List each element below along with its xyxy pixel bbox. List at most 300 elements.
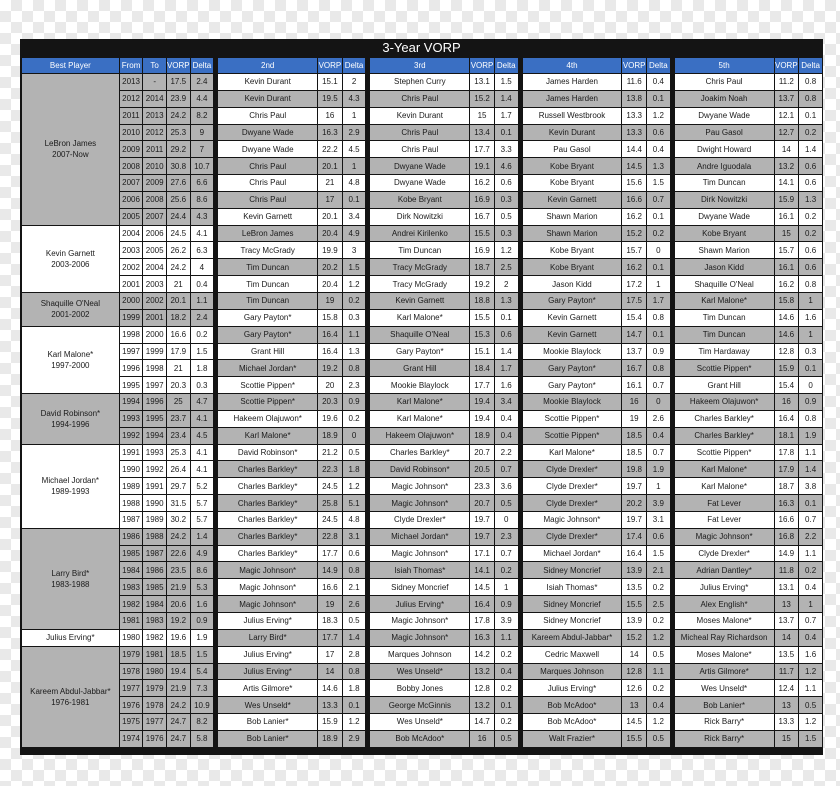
third-delta-cell: 2: [495, 276, 518, 292]
vorp-value-cell: 24.2: [167, 529, 190, 545]
third-delta-cell: 0.1: [495, 310, 518, 326]
fourth-delta-cell: 1.7: [647, 293, 670, 309]
table-row: [22, 630, 822, 646]
third-player-cell: Wes Unseld*: [370, 714, 469, 730]
column-gap: [214, 714, 217, 730]
fourth-delta-cell: 0.7: [647, 377, 670, 393]
fifth-delta-cell: 1: [799, 293, 822, 309]
second-delta-cell: 2.9: [343, 731, 366, 747]
third-delta-cell: 0.3: [495, 226, 518, 242]
to-year-cell: 2010: [143, 158, 166, 174]
fourth-vorp-cell: 19: [622, 411, 646, 427]
fifth-vorp-cell: 13: [775, 596, 799, 612]
fourth-delta-cell: 3.9: [647, 495, 670, 511]
third-vorp-cell: 18.7: [470, 259, 494, 275]
fourth-delta-cell: 0: [647, 242, 670, 258]
to-year-cell: 1993: [143, 445, 166, 461]
from-year-cell: 2003: [120, 242, 143, 258]
column-gap: [214, 293, 217, 309]
fourth-player-cell: Kevin Garnett: [523, 327, 622, 343]
second-player-cell: Karl Malone*: [218, 428, 317, 444]
fourth-delta-cell: 1.9: [647, 461, 670, 477]
column-gap: [671, 731, 674, 747]
third-player-cell: David Robinson*: [370, 461, 469, 477]
second-player-cell: Julius Erving*: [218, 613, 317, 629]
second-vorp-cell: 15.1: [318, 74, 342, 90]
second-delta-cell: 1.2: [343, 276, 366, 292]
fourth-player-cell: Bob McAdoo*: [523, 714, 622, 730]
fifth-vorp-cell: 12.7: [775, 125, 799, 141]
table-row: [22, 276, 822, 292]
fourth-vorp-cell: 13: [622, 697, 646, 713]
column-gap: [671, 276, 674, 292]
fifth-vorp-cell: 16.2: [775, 276, 799, 292]
column-gap: [519, 461, 522, 477]
second-vorp-cell: 14: [318, 664, 342, 680]
vorp-value-cell: 23.4: [167, 428, 190, 444]
third-player-cell: Marques Johnson: [370, 647, 469, 663]
fifth-player-cell: Moses Malone*: [675, 647, 774, 663]
fourth-vorp-cell: 19.8: [622, 461, 646, 477]
fourth-vorp-cell: 13.9: [622, 562, 646, 578]
fourth-player-cell: Clyde Drexler*: [523, 461, 622, 477]
header-row: [22, 58, 822, 73]
delta-value-cell: 1.9: [191, 630, 214, 646]
second-vorp-cell: 14.6: [318, 680, 342, 696]
fifth-vorp-cell: 15.9: [775, 360, 799, 376]
third-player-cell: Sidney Moncrief: [370, 579, 469, 595]
table-row: [22, 512, 822, 528]
column-gap: [366, 461, 369, 477]
fourth-delta-cell: 1.2: [647, 714, 670, 730]
to-year-cell: 2012: [143, 125, 166, 141]
from-year-cell: 2009: [120, 141, 143, 157]
delta-value-cell: 10.9: [191, 697, 214, 713]
to-year-cell: 1998: [143, 360, 166, 376]
fourth-vorp-cell: 16.7: [622, 360, 646, 376]
fifth-delta-cell: 0.5: [799, 697, 822, 713]
column-gap: [366, 58, 369, 73]
from-year-cell: 1993: [120, 411, 143, 427]
fourth-delta-cell: 1.2: [647, 630, 670, 646]
second-vorp-cell: 15.8: [318, 310, 342, 326]
fourth-player-cell: Kevin Garnett: [523, 310, 622, 326]
column-gap: [519, 276, 522, 292]
to-year-cell: 2013: [143, 108, 166, 124]
table-row: [22, 731, 822, 747]
from-year-cell: 2013: [120, 74, 143, 90]
delta-value-cell: 5.3: [191, 579, 214, 595]
vorp-value-cell: 24.7: [167, 731, 190, 747]
third-delta-cell: 1.6: [495, 377, 518, 393]
column-gap: [214, 141, 217, 157]
column-gap: [519, 428, 522, 444]
second-vorp-cell: 19.6: [318, 411, 342, 427]
fifth-delta-cell: 0: [799, 377, 822, 393]
column-gap: [671, 495, 674, 511]
fourth-delta-cell: 0.4: [647, 428, 670, 444]
third-delta-cell: 0.4: [495, 664, 518, 680]
column-gap: [214, 428, 217, 444]
col-header-from: From: [120, 58, 143, 73]
third-delta-cell: 0.2: [495, 647, 518, 663]
fifth-delta-cell: 1.5: [799, 731, 822, 747]
column-gap: [671, 579, 674, 595]
third-vorp-cell: 14.7: [470, 714, 494, 730]
delta-value-cell: 4.1: [191, 445, 214, 461]
column-gap: [519, 158, 522, 174]
column-gap: [366, 242, 369, 258]
column-gap: [366, 680, 369, 696]
second-vorp-cell: 24.5: [318, 512, 342, 528]
column-gap: [519, 630, 522, 646]
column-gap: [214, 226, 217, 242]
fourth-vorp-cell: 13.7: [622, 344, 646, 360]
table-row: [22, 495, 822, 511]
second-player-cell: Dwyane Wade: [218, 141, 317, 157]
second-vorp-cell: 22.8: [318, 529, 342, 545]
second-vorp-cell: 19.2: [318, 360, 342, 376]
column-gap: [366, 377, 369, 393]
fifth-vorp-cell: 16.1: [775, 259, 799, 275]
to-year-cell: 2006: [143, 226, 166, 242]
delta-value-cell: 5.4: [191, 664, 214, 680]
fifth-delta-cell: 0.6: [799, 259, 822, 275]
second-delta-cell: 2: [343, 74, 366, 90]
third-vorp-cell: 19.4: [470, 411, 494, 427]
delta-value-cell: 1.5: [191, 647, 214, 663]
fifth-player-cell: Joakim Noah: [675, 91, 774, 107]
table-row: [22, 192, 822, 208]
column-gap: [519, 478, 522, 494]
fourth-delta-cell: 0.4: [647, 74, 670, 90]
to-year-cell: 2014: [143, 91, 166, 107]
column-gap: [214, 259, 217, 275]
delta-value-cell: 4.1: [191, 226, 214, 242]
column-gap: [366, 495, 369, 511]
column-gap: [214, 579, 217, 595]
fourth-delta-cell: 2.5: [647, 596, 670, 612]
second-player-cell: Charles Barkley*: [218, 461, 317, 477]
second-player-cell: Gary Payton*: [218, 310, 317, 326]
third-player-cell: Chris Paul: [370, 141, 469, 157]
second-delta-cell: 0.5: [343, 613, 366, 629]
column-gap: [214, 209, 217, 225]
best-player-cell: Shaquille O'Neal 2001-2002: [22, 293, 119, 326]
second-vorp-cell: 20.4: [318, 226, 342, 242]
from-year-cell: 1981: [120, 613, 143, 629]
fourth-vorp-cell: 16.1: [622, 377, 646, 393]
column-gap: [519, 344, 522, 360]
to-year-cell: 1985: [143, 579, 166, 595]
fifth-delta-cell: 1.9: [799, 428, 822, 444]
fourth-vorp-cell: 15.6: [622, 175, 646, 191]
from-year-cell: 2012: [120, 91, 143, 107]
second-vorp-cell: 20.2: [318, 259, 342, 275]
third-player-cell: Dwyane Wade: [370, 175, 469, 191]
vorp-value-cell: 25.3: [167, 125, 190, 141]
fourth-delta-cell: 0.5: [647, 647, 670, 663]
best-player-cell: Julius Erving*: [22, 630, 119, 646]
third-vorp-cell: 19.2: [470, 276, 494, 292]
column-gap: [214, 394, 217, 410]
third-player-cell: Chris Paul: [370, 125, 469, 141]
to-year-cell: 2001: [143, 310, 166, 326]
column-gap: [671, 175, 674, 191]
fourth-vorp-cell: 17.5: [622, 293, 646, 309]
column-gap: [519, 529, 522, 545]
fourth-vorp-cell: 15.5: [622, 596, 646, 612]
second-delta-cell: 0.2: [343, 293, 366, 309]
fourth-vorp-cell: 13.9: [622, 613, 646, 629]
table-row: [22, 74, 822, 90]
third-player-cell: Michael Jordan*: [370, 529, 469, 545]
column-gap: [671, 664, 674, 680]
fourth-delta-cell: 0.1: [647, 327, 670, 343]
table-row: [22, 647, 822, 663]
best-player-cell: Kevin Garnett 2003-2006: [22, 226, 119, 292]
col-header-2nd: 2nd: [218, 58, 317, 73]
column-gap: [366, 310, 369, 326]
fifth-delta-cell: 0.7: [799, 613, 822, 629]
to-year-cell: 2004: [143, 259, 166, 275]
column-gap: [671, 91, 674, 107]
fifth-player-cell: Jason Kidd: [675, 259, 774, 275]
from-year-cell: 1998: [120, 327, 143, 343]
fifth-player-cell: Andre Iguodala: [675, 158, 774, 174]
fourth-player-cell: Jason Kidd: [523, 276, 622, 292]
third-vorp-cell: 15.3: [470, 327, 494, 343]
delta-value-cell: 6.6: [191, 175, 214, 191]
third-vorp-cell: 13.2: [470, 697, 494, 713]
vorp-value-cell: 17.9: [167, 344, 190, 360]
column-gap: [366, 259, 369, 275]
fifth-player-cell: Tim Duncan: [675, 310, 774, 326]
second-delta-cell: 1.2: [343, 478, 366, 494]
fourth-vorp-cell: 16.4: [622, 546, 646, 562]
third-player-cell: Chris Paul: [370, 91, 469, 107]
third-vorp-cell: 15.5: [470, 310, 494, 326]
column-gap: [214, 158, 217, 174]
fourth-player-cell: Shawn Marion: [523, 226, 622, 242]
table-row: [22, 546, 822, 562]
col-header-best-player: Best Player: [22, 58, 119, 73]
column-gap: [671, 377, 674, 393]
fifth-player-cell: Fat Lever: [675, 512, 774, 528]
table-row: [22, 714, 822, 730]
vorp-value-cell: 19.4: [167, 664, 190, 680]
vorp-value-cell: 16.6: [167, 327, 190, 343]
delta-value-cell: 5.8: [191, 731, 214, 747]
third-vorp-cell: 16.7: [470, 209, 494, 225]
fifth-vorp-cell: 12.4: [775, 680, 799, 696]
fifth-vorp-cell: 14.1: [775, 175, 799, 191]
column-gap: [214, 58, 217, 73]
from-year-cell: 1974: [120, 731, 143, 747]
column-gap: [214, 108, 217, 124]
fourth-delta-cell: 1: [647, 276, 670, 292]
fourth-delta-cell: 0.2: [647, 613, 670, 629]
second-player-cell: Bob Lanier*: [218, 731, 317, 747]
column-gap: [519, 108, 522, 124]
fifth-delta-cell: 0.6: [799, 175, 822, 191]
third-vorp-cell: 23.3: [470, 478, 494, 494]
vorp-value-cell: 20.1: [167, 293, 190, 309]
column-gap: [519, 242, 522, 258]
to-year-cell: 1976: [143, 731, 166, 747]
column-gap: [366, 74, 369, 90]
fifth-vorp-cell: 17.8: [775, 445, 799, 461]
fifth-vorp-cell: 14.6: [775, 310, 799, 326]
vorp-value-cell: 20.6: [167, 596, 190, 612]
best-player-cell: Karl Malone* 1997-2000: [22, 327, 119, 393]
column-gap: [671, 680, 674, 696]
from-year-cell: 1989: [120, 478, 143, 494]
fifth-delta-cell: 0.9: [799, 394, 822, 410]
column-gap: [366, 125, 369, 141]
second-delta-cell: 0.1: [343, 192, 366, 208]
column-gap: [214, 125, 217, 141]
third-player-cell: Andrei Kirilenko: [370, 226, 469, 242]
fifth-vorp-cell: 15.8: [775, 293, 799, 309]
column-gap: [214, 445, 217, 461]
from-year-cell: 1986: [120, 529, 143, 545]
vorp-value-cell: 23.9: [167, 91, 190, 107]
column-gap: [671, 630, 674, 646]
fourth-delta-cell: 0.2: [647, 226, 670, 242]
column-gap: [671, 714, 674, 730]
fifth-vorp-cell: 16.3: [775, 495, 799, 511]
column-gap: [671, 461, 674, 477]
column-gap: [214, 310, 217, 326]
fourth-player-cell: Walt Frazier*: [523, 731, 622, 747]
to-year-cell: 1983: [143, 613, 166, 629]
column-gap: [519, 226, 522, 242]
column-gap: [519, 445, 522, 461]
vorp-value-cell: 29.7: [167, 478, 190, 494]
second-player-cell: Tim Duncan: [218, 259, 317, 275]
column-gap: [519, 58, 522, 73]
from-year-cell: 1977: [120, 680, 143, 696]
fourth-vorp-cell: 14.5: [622, 714, 646, 730]
fifth-delta-cell: 0.6: [799, 158, 822, 174]
third-vorp-cell: 15: [470, 108, 494, 124]
third-vorp-cell: 16.9: [470, 192, 494, 208]
fifth-vorp-cell: 14.9: [775, 546, 799, 562]
table-row: [22, 91, 822, 107]
column-gap: [671, 209, 674, 225]
fifth-player-cell: Karl Malone*: [675, 478, 774, 494]
second-delta-cell: 0.3: [343, 310, 366, 326]
second-player-cell: Magic Johnson*: [218, 596, 317, 612]
second-player-cell: Chris Paul: [218, 175, 317, 191]
column-gap: [519, 596, 522, 612]
second-vorp-cell: 16.3: [318, 125, 342, 141]
second-player-cell: Julius Erving*: [218, 647, 317, 663]
column-gap: [519, 546, 522, 562]
column-gap: [519, 327, 522, 343]
third-delta-cell: 0.1: [495, 697, 518, 713]
delta-value-cell: 0.2: [191, 327, 214, 343]
delta-value-cell: 4.5: [191, 428, 214, 444]
third-delta-cell: 0.2: [495, 714, 518, 730]
fourth-player-cell: Magic Johnson*: [523, 512, 622, 528]
fifth-vorp-cell: 13.2: [775, 158, 799, 174]
fourth-vorp-cell: 13.3: [622, 108, 646, 124]
third-delta-cell: 0.5: [495, 209, 518, 225]
from-year-cell: 1984: [120, 562, 143, 578]
third-delta-cell: 3.6: [495, 478, 518, 494]
second-player-cell: LeBron James: [218, 226, 317, 242]
third-player-cell: Karl Malone*: [370, 310, 469, 326]
col-header-3rd-vorp: VORP: [470, 58, 494, 73]
fifth-delta-cell: 3.8: [799, 478, 822, 494]
second-vorp-cell: 22.2: [318, 141, 342, 157]
col-header-3rd: 3rd: [370, 58, 469, 73]
fourth-delta-cell: 0.1: [647, 259, 670, 275]
third-vorp-cell: 18.8: [470, 293, 494, 309]
fifth-vorp-cell: 16.8: [775, 529, 799, 545]
second-vorp-cell: 18.9: [318, 428, 342, 444]
vorp-value-cell: 17.5: [167, 74, 190, 90]
column-gap: [671, 192, 674, 208]
second-player-cell: Tracy McGrady: [218, 242, 317, 258]
table-row: [22, 664, 822, 680]
column-gap: [366, 192, 369, 208]
column-gap: [214, 529, 217, 545]
fourth-delta-cell: 1.5: [647, 175, 670, 191]
fifth-delta-cell: 0.2: [799, 562, 822, 578]
column-gap: [519, 125, 522, 141]
second-vorp-cell: 19.9: [318, 242, 342, 258]
table-row: [22, 377, 822, 393]
vorp-value-cell: 25.3: [167, 445, 190, 461]
third-player-cell: Tracy McGrady: [370, 276, 469, 292]
third-vorp-cell: 16.4: [470, 596, 494, 612]
delta-value-cell: 8.2: [191, 108, 214, 124]
fifth-delta-cell: 1.1: [799, 445, 822, 461]
fifth-delta-cell: 0.6: [799, 242, 822, 258]
third-delta-cell: 0.6: [495, 175, 518, 191]
column-gap: [366, 664, 369, 680]
fourth-player-cell: Kobe Bryant: [523, 242, 622, 258]
third-delta-cell: 1.7: [495, 360, 518, 376]
column-gap: [671, 697, 674, 713]
fourth-vorp-cell: 13.3: [622, 125, 646, 141]
delta-value-cell: 0.4: [191, 276, 214, 292]
from-year-cell: 2002: [120, 259, 143, 275]
third-delta-cell: 0.4: [495, 428, 518, 444]
table-row: [22, 175, 822, 191]
column-gap: [671, 529, 674, 545]
delta-value-cell: 2.4: [191, 74, 214, 90]
table-row: [22, 461, 822, 477]
column-gap: [366, 91, 369, 107]
fifth-vorp-cell: 16.6: [775, 512, 799, 528]
second-delta-cell: 0.2: [343, 411, 366, 427]
fourth-delta-cell: 0.7: [647, 445, 670, 461]
from-year-cell: 2007: [120, 175, 143, 191]
table-row: [22, 394, 822, 410]
to-year-cell: 1978: [143, 697, 166, 713]
third-player-cell: Magic Johnson*: [370, 630, 469, 646]
fifth-delta-cell: 0.7: [799, 512, 822, 528]
third-player-cell: Grant Hill: [370, 360, 469, 376]
fifth-player-cell: Alex English*: [675, 596, 774, 612]
fifth-delta-cell: 1.2: [799, 714, 822, 730]
fifth-player-cell: Moses Malone*: [675, 613, 774, 629]
second-player-cell: Charles Barkley*: [218, 546, 317, 562]
